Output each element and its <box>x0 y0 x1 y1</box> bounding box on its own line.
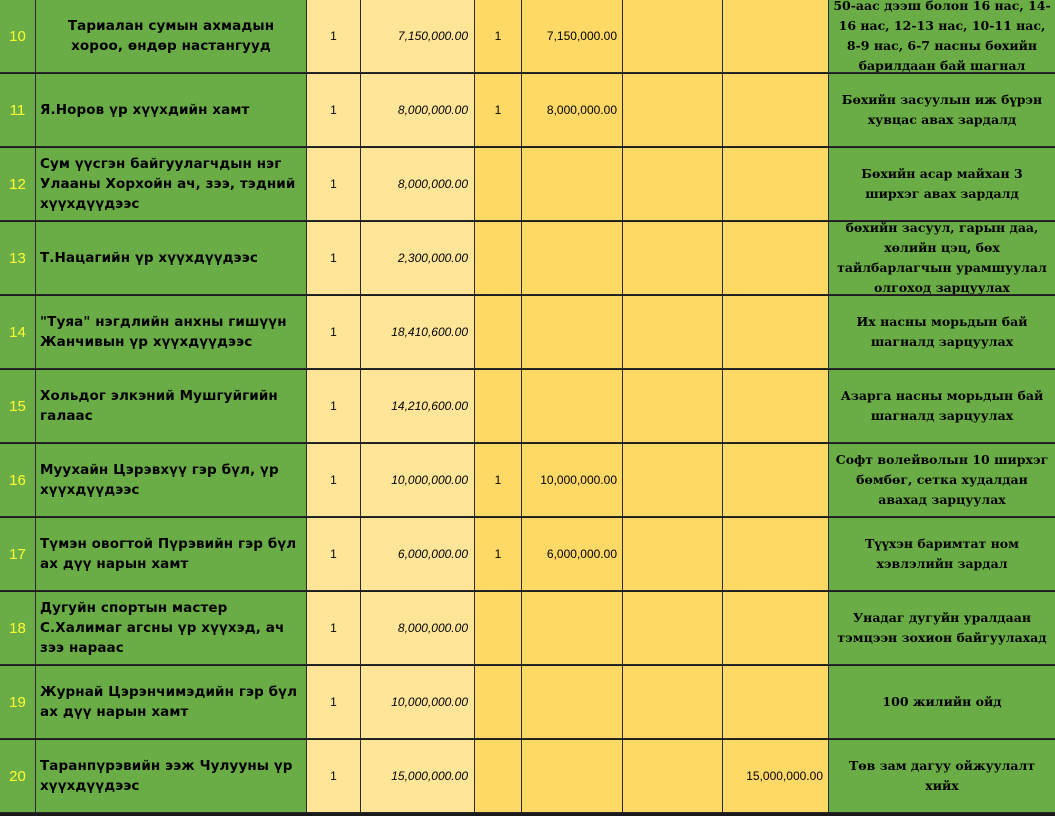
amount-cell[interactable]: 15,000,000.00 <box>361 740 475 813</box>
table-row <box>0 740 1055 813</box>
extra-amount-cell[interactable] <box>723 0 829 73</box>
amount-cell[interactable]: 10,000,000.00 <box>361 444 475 517</box>
amount-2-cell[interactable]: 8,000,000.00 <box>522 74 623 147</box>
quantity-2-cell[interactable] <box>475 740 522 813</box>
row-number-cell[interactable]: 17 <box>0 518 36 591</box>
donor-name-cell[interactable]: Сум үүсгэн байгуулагчдын нэг Улааны Хорхойн ач, зээ, тэдний хүүхдүүдээс <box>36 148 307 221</box>
row-number-cell[interactable]: 13 <box>0 222 36 295</box>
extra-amount-cell[interactable] <box>723 370 829 443</box>
quantity-2-cell[interactable]: 1 <box>475 518 522 591</box>
purpose-note-cell[interactable]: Унадаг дугуйн уралдаан тэмцээн зохион байгуулахад <box>829 592 1055 665</box>
table-row <box>0 222 1055 295</box>
empty-cell[interactable] <box>623 148 723 221</box>
quantity-2-cell[interactable]: 1 <box>475 444 522 517</box>
quantity-cell[interactable]: 1 <box>307 370 361 443</box>
empty-cell[interactable] <box>623 296 723 369</box>
empty-cell[interactable] <box>623 666 723 739</box>
table-row <box>0 666 1055 739</box>
donor-name-cell[interactable]: "Туяа" нэгдлийн анхны гишүүн Жанчивын үр хүүхдүүдээс <box>36 296 307 369</box>
empty-cell[interactable] <box>623 74 723 147</box>
row-number-cell[interactable]: 16 <box>0 444 36 517</box>
empty-cell[interactable] <box>623 0 723 73</box>
quantity-cell[interactable]: 1 <box>307 518 361 591</box>
quantity-2-cell[interactable] <box>475 370 522 443</box>
quantity-cell[interactable]: 1 <box>307 444 361 517</box>
amount-cell[interactable]: 14,210,600.00 <box>361 370 475 443</box>
empty-cell[interactable] <box>623 518 723 591</box>
table-row <box>0 0 1055 73</box>
row-number-cell[interactable]: 12 <box>0 148 36 221</box>
extra-amount-cell[interactable] <box>723 148 829 221</box>
table-row <box>0 74 1055 147</box>
purpose-note-cell[interactable]: Бөхийн засуулын иж бүрэн хувцас авах зардалд <box>829 74 1055 147</box>
quantity-2-cell[interactable]: 1 <box>475 0 522 73</box>
donor-name-cell[interactable]: Хольдог элкэний Мушгуйгийн галаас <box>36 370 307 443</box>
table-row <box>0 296 1055 369</box>
table-row <box>0 370 1055 443</box>
donor-name-cell[interactable]: Дугуйн спортын мастер С.Халимаг агсны үр хүүхэд, ач зээ нараас <box>36 592 307 665</box>
quantity-cell[interactable]: 1 <box>307 666 361 739</box>
extra-amount-cell[interactable] <box>723 74 829 147</box>
table-row <box>0 518 1055 591</box>
quantity-cell[interactable]: 1 <box>307 296 361 369</box>
amount-2-cell[interactable] <box>522 222 623 295</box>
amount-cell[interactable]: 18,410,600.00 <box>361 296 475 369</box>
extra-amount-cell[interactable] <box>723 296 829 369</box>
row-number-cell[interactable]: 18 <box>0 592 36 665</box>
row-number-cell[interactable]: 10 <box>0 0 36 73</box>
row-number-cell[interactable]: 19 <box>0 666 36 739</box>
quantity-cell[interactable]: 1 <box>307 592 361 665</box>
row-number-cell[interactable]: 15 <box>0 370 36 443</box>
quantity-2-cell[interactable] <box>475 666 522 739</box>
amount-2-cell[interactable] <box>522 740 623 813</box>
purpose-note-cell[interactable]: Их насны морьдын бай шагналд зарцуулах <box>829 296 1055 369</box>
amount-2-cell[interactable]: 10,000,000.00 <box>522 444 623 517</box>
amount-2-cell[interactable] <box>522 296 623 369</box>
table-row <box>0 592 1055 665</box>
row-number-cell[interactable]: 11 <box>0 74 36 147</box>
amount-2-cell[interactable]: 6,000,000.00 <box>522 518 623 591</box>
purpose-note-cell[interactable]: 50-аас дээш болон 16 нас, 14-16 нас, 12-13 нас, 10-11 нас, 8-9 нас, 6-7 насны бөхийн барилдаан бай шагнал <box>829 0 1055 73</box>
amount-2-cell[interactable] <box>522 666 623 739</box>
purpose-note-cell[interactable]: Бөхийн асар майхан 3 ширхэг авах зардалд <box>829 148 1055 221</box>
amount-cell[interactable]: 2,300,000.00 <box>361 222 475 295</box>
donor-name-cell[interactable]: Муухайн Цэрэвхүү гэр бүл, үр хүүхдүүдээс <box>36 444 307 517</box>
row-number-cell[interactable]: 14 <box>0 296 36 369</box>
amount-cell[interactable]: 10,000,000.00 <box>361 666 475 739</box>
purpose-note-cell[interactable]: Төв зам дагуу ойжуулалт хийх <box>829 740 1055 813</box>
empty-cell[interactable] <box>623 370 723 443</box>
extra-amount-cell[interactable] <box>723 518 829 591</box>
extra-amount-cell[interactable] <box>723 444 829 517</box>
row-number-cell[interactable]: 20 <box>0 740 36 813</box>
donor-name-cell[interactable]: Таранпүрэвийн ээж Чулууны үр хүүхдүүдээс <box>36 740 307 813</box>
purpose-note-cell[interactable]: Түүхэн баримтат ном хэвлэлийн зардал <box>829 518 1055 591</box>
empty-cell[interactable] <box>623 444 723 517</box>
quantity-2-cell[interactable] <box>475 148 522 221</box>
quantity-2-cell[interactable] <box>475 592 522 665</box>
amount-cell[interactable]: 8,000,000.00 <box>361 74 475 147</box>
amount-2-cell[interactable] <box>522 592 623 665</box>
purpose-note-cell[interactable]: Софт волейволын 10 ширхэг бөмбөг, сетка худалдан авахад зарцуулах <box>829 444 1055 517</box>
donor-name-cell[interactable]: Т.Нацагийн үр хүүхдүүдээс <box>36 222 307 295</box>
amount-cell[interactable]: 8,000,000.00 <box>361 592 475 665</box>
donor-name-cell[interactable]: Журнай Цэрэнчимэдийн гэр бүл ах дүү нарын хамт <box>36 666 307 739</box>
quantity-cell[interactable]: 1 <box>307 222 361 295</box>
empty-cell[interactable] <box>623 592 723 665</box>
extra-amount-cell[interactable] <box>723 222 829 295</box>
donor-name-cell[interactable]: Я.Норов үр хүүхдийн хамт <box>36 74 307 147</box>
extra-amount-cell[interactable]: 15,000,000.00 <box>723 740 829 813</box>
empty-cell[interactable] <box>623 222 723 295</box>
extra-amount-cell[interactable] <box>723 666 829 739</box>
amount-2-cell[interactable]: 7,150,000.00 <box>522 0 623 73</box>
donor-name-cell[interactable]: Түмэн овогтой Пүрэвийн гэр бүл ах дүү нарын хамт <box>36 518 307 591</box>
amount-cell[interactable]: 8,000,000.00 <box>361 148 475 221</box>
empty-cell[interactable] <box>623 740 723 813</box>
donor-name-cell[interactable]: Тариалан сумын ахмадын хороо, өндөр настангууд <box>36 0 307 73</box>
table-row <box>0 148 1055 221</box>
quantity-cell[interactable]: 1 <box>307 0 361 73</box>
quantity-cell[interactable]: 1 <box>307 74 361 147</box>
amount-cell[interactable]: 7,150,000.00 <box>361 0 475 73</box>
quantity-cell[interactable]: 1 <box>307 740 361 813</box>
quantity-2-cell[interactable]: 1 <box>475 74 522 147</box>
extra-amount-cell[interactable] <box>723 592 829 665</box>
amount-2-cell[interactable] <box>522 370 623 443</box>
quantity-2-cell[interactable] <box>475 222 522 295</box>
quantity-cell[interactable]: 1 <box>307 148 361 221</box>
table-row <box>0 444 1055 517</box>
amount-2-cell[interactable] <box>522 148 623 221</box>
quantity-2-cell[interactable] <box>475 296 522 369</box>
amount-cell[interactable]: 6,000,000.00 <box>361 518 475 591</box>
purpose-note-cell[interactable]: Азарга насны морьдын бай шагналд зарцуулах <box>829 370 1055 443</box>
purpose-note-cell[interactable]: бөхийн засуул, гарын даа, хөлийн цэц, бөх тайлбарлагчын урамшуулал олгоход зарцуулах <box>829 222 1055 295</box>
purpose-note-cell[interactable]: 100 жилийн ойд <box>829 666 1055 739</box>
